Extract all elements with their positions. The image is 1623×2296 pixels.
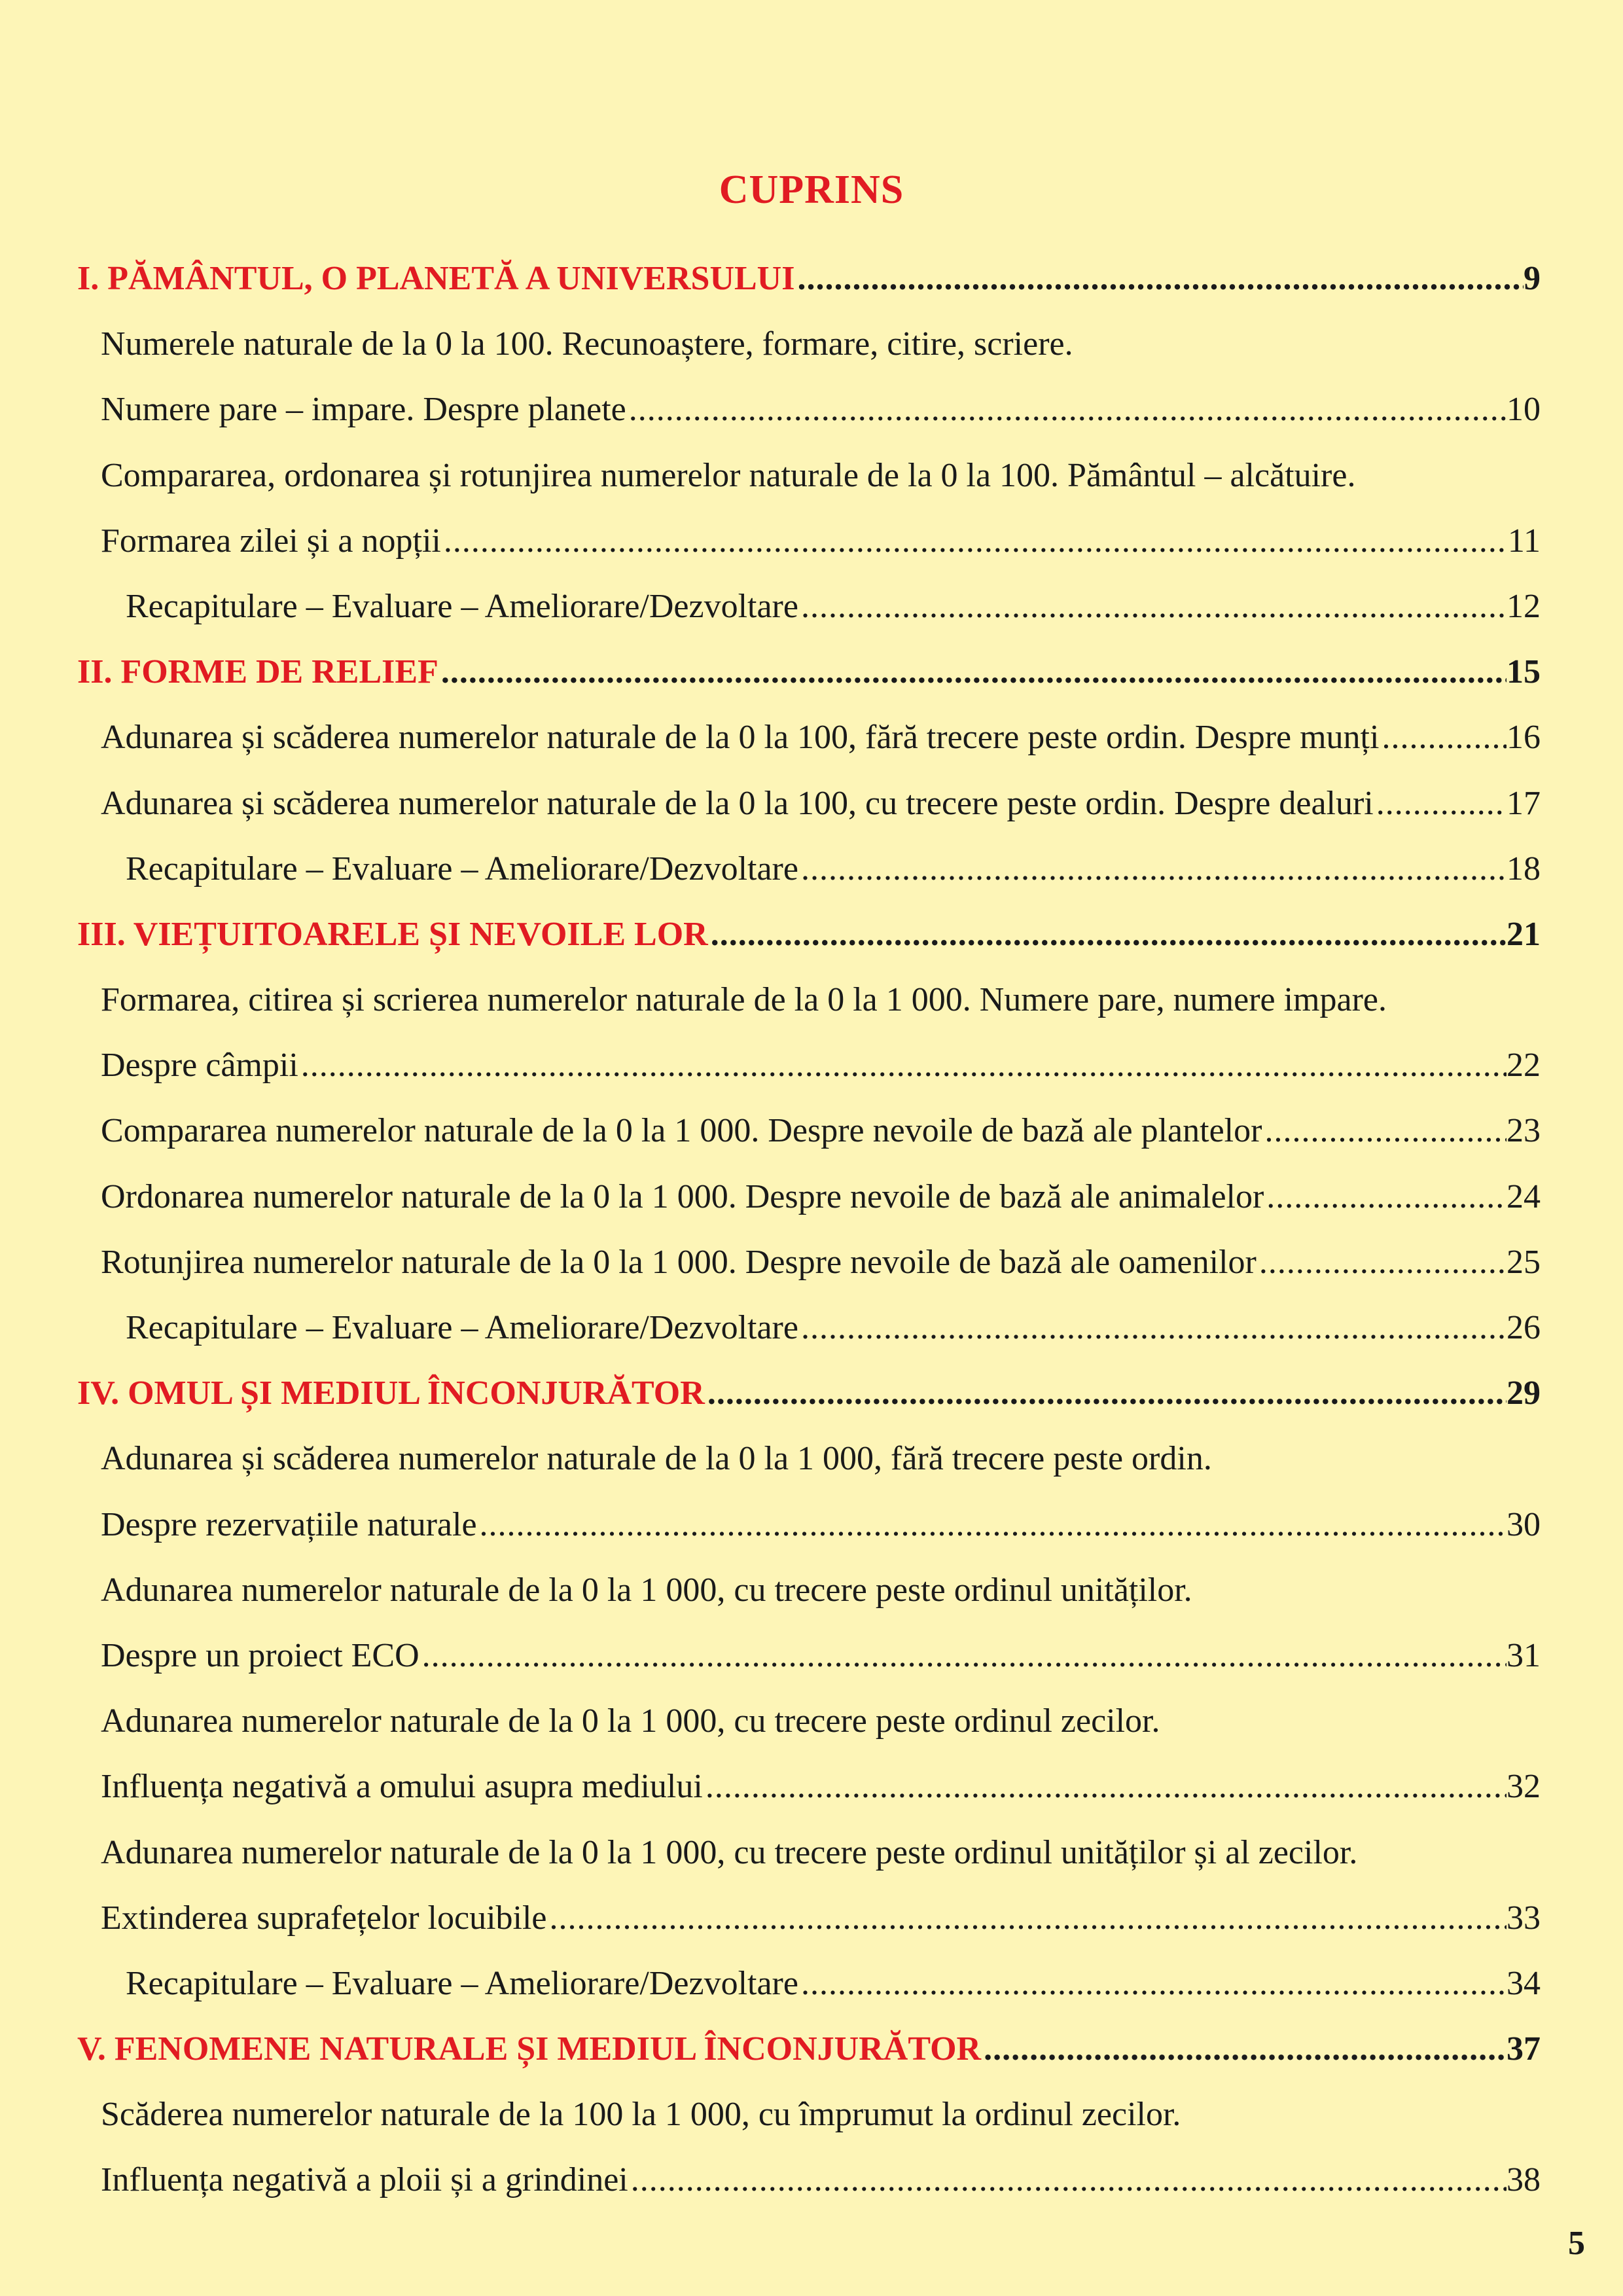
toc-page-number: 30: [1507, 1505, 1541, 1543]
toc-leader-dots: [798, 1306, 1507, 1350]
toc-entry-title: Rotunjirea numerelor naturale de la 0 la 1 000. Despre nevoile de bază ale oamenilor: [101, 1243, 1257, 1281]
toc-leader-dots: [298, 1043, 1507, 1088]
toc-entry-title: Adunarea numerelor naturale de la 0 la 1 000, cu trecere peste ordinul unităților și al zecilor.: [101, 1833, 1358, 1871]
toc-leader-dots: [705, 1371, 1507, 1416]
toc-page-number: 33: [1507, 1899, 1541, 1937]
toc-page-number: 11: [1507, 522, 1541, 560]
toc-page-number: 15: [1507, 653, 1541, 691]
toc-entry[interactable]: [77, 715, 1541, 781]
page-number: 5: [1568, 2225, 1585, 2262]
toc-entry-title: Despre un proiect ECO: [101, 1636, 419, 1674]
toc-entry-title: Influența negativă a omului asupra mediului: [101, 1768, 703, 1806]
toc-leader-dots: [438, 650, 1507, 694]
toc-chapter-3[interactable]: [77, 912, 1541, 978]
toc-entry-title: V. FENOMENE NATURALE ȘI MEDIUL ÎNCONJURĂTOR: [77, 2030, 982, 2068]
toc-leader-dots: [1379, 715, 1507, 760]
toc-leader-dots: [798, 847, 1507, 891]
toc-entry-title: Recapitulare – Evaluare – Ameliorare/Dezvoltare: [126, 850, 798, 888]
toc-entry[interactable]: [77, 781, 1541, 847]
toc-entry-title: Recapitulare – Evaluare – Ameliorare/Dezvoltare: [126, 1964, 798, 2002]
toc-leader-dots: [1264, 1175, 1507, 1219]
toc-entry[interactable]: [77, 1437, 1541, 1502]
toc-entry-title: Recapitulare – Evaluare – Ameliorare/Dezvoltare: [126, 1309, 798, 1346]
toc-recap-entry[interactable]: [77, 584, 1541, 650]
toc-leader-dots: [628, 2158, 1507, 2202]
toc-entry-title: Numerele naturale de la 0 la 100. Recunoaștere, formare, citire, scriere.: [101, 325, 1073, 363]
toc-entry-title: Adunarea și scăderea numerelor naturale de la 0 la 100, fără trecere peste ordin. Despre munți: [101, 719, 1380, 757]
toc-chapter-4[interactable]: [77, 1371, 1541, 1437]
toc-page-number: 31: [1507, 1636, 1541, 1674]
toc-entry-title: Scăderea numerelor naturale de la 100 la 1 000, cu împrumut la ordinul zecilor.: [101, 2096, 1181, 2134]
toc-entry-title: Influența negativă a ploii și a grindinei: [101, 2161, 628, 2199]
toc-entry[interactable]: [77, 322, 1541, 387]
toc-entry[interactable]: [77, 2092, 1541, 2158]
toc-entry[interactable]: [77, 1240, 1541, 1306]
toc-entry-title: I. PĂMÂNTUL, O PLANETĂ A UNIVERSULUI: [77, 260, 795, 297]
toc-page-number: 21: [1507, 915, 1541, 953]
toc-entry[interactable]: [77, 2158, 1541, 2223]
toc-entry-title: III. VIEȚUITOARELE ȘI NEVOILE LOR: [77, 915, 708, 953]
toc-entry-title: Despre câmpii: [101, 1047, 298, 1085]
toc-entry[interactable]: [77, 1109, 1541, 1174]
toc-page-number: 17: [1507, 784, 1541, 822]
toc-chapter-1[interactable]: [77, 257, 1541, 322]
toc-entry[interactable]: [77, 1896, 1541, 1962]
toc-entry-title: Formarea zilei și a nopții: [101, 522, 441, 560]
toc-page-number: 34: [1507, 1964, 1541, 2002]
toc-entry[interactable]: [77, 519, 1541, 584]
toc-entry-title: Adunarea numerelor naturale de la 0 la 1 000, cu trecere peste ordinul unităților.: [101, 1571, 1192, 1609]
toc-page-number: 16: [1507, 719, 1541, 757]
toc-entry-title: Compararea numerelor naturale de la 0 la 1 000. Despre nevoile de bază ale plantelor: [101, 1112, 1262, 1150]
toc-entry-title: Numere pare – impare. Despre planete: [101, 391, 626, 429]
toc-page-number: 18: [1507, 850, 1541, 888]
toc-leader-dots: [626, 387, 1507, 432]
toc-entry[interactable]: [77, 1699, 1541, 1765]
toc-leader-dots: [798, 1962, 1507, 2006]
toc-chapter-2[interactable]: [77, 650, 1541, 715]
toc-leader-dots: [477, 1503, 1507, 1547]
toc-entry[interactable]: [77, 1503, 1541, 1568]
toc-page-number: 22: [1507, 1047, 1541, 1085]
toc-entry[interactable]: [77, 978, 1541, 1043]
toc-chapter-5[interactable]: [77, 2027, 1541, 2092]
page-title: CUPRINS: [719, 168, 904, 212]
toc-entry[interactable]: [77, 1568, 1541, 1634]
toc-page-number: 24: [1507, 1177, 1541, 1215]
toc-leader-dots: [708, 912, 1507, 957]
toc-page-number: 25: [1507, 1243, 1541, 1281]
toc-page-number: 9: [1524, 260, 1541, 297]
toc-entry[interactable]: [77, 1043, 1541, 1109]
toc-entry-title: Ordonarea numerelor naturale de la 0 la 1 000. Despre nevoile de bază ale animalelor: [101, 1177, 1264, 1215]
toc-entry-title: Adunarea numerelor naturale de la 0 la 1 000, cu trecere peste ordinul zecilor.: [101, 1702, 1160, 1740]
toc-leader-dots: [419, 1634, 1507, 1678]
toc-leader-dots: [441, 519, 1508, 564]
toc-page-number: 37: [1507, 2030, 1541, 2068]
toc-leader-dots: [703, 1765, 1507, 1809]
toc-leader-dots: [1257, 1240, 1507, 1285]
toc-leader-dots: [794, 257, 1524, 301]
toc-entry-title: Formarea, citirea și scrierea numerelor naturale de la 0 la 1 000. Numere pare, numere impare.: [101, 981, 1387, 1019]
toc-entry-title: Recapitulare – Evaluare – Ameliorare/Dezvoltare: [126, 587, 798, 625]
toc-entry-title: Adunarea și scăderea numerelor naturale de la 0 la 1 000, fără trecere peste ordin.: [101, 1440, 1212, 1478]
toc-page-number: 26: [1507, 1309, 1541, 1346]
toc-page-number: 29: [1507, 1374, 1541, 1412]
toc-entry[interactable]: [77, 1634, 1541, 1699]
toc-entry[interactable]: [77, 1175, 1541, 1240]
toc-entry-title: Compararea, ordonarea și rotunjirea numerelor naturale de la 0 la 100. Pământul – alcătuire.: [101, 456, 1356, 494]
toc-entry-title: Extinderea suprafețelor locuibile: [101, 1899, 547, 1937]
toc-entry-title: IV. OMUL ȘI MEDIUL ÎNCONJURĂTOR: [77, 1374, 705, 1412]
toc-entry-title: II. FORME DE RELIEF: [77, 653, 438, 691]
toc-entry[interactable]: [77, 1765, 1541, 1830]
toc-entry-title: Despre rezervațiile naturale: [101, 1505, 477, 1543]
toc-leader-dots: [546, 1896, 1507, 1941]
toc-entry-title: Adunarea și scăderea numerelor naturale de la 0 la 100, cu trecere peste ordin. Despre dealuri: [101, 784, 1374, 822]
toc-page-number: 23: [1507, 1112, 1541, 1150]
toc-leader-dots: [981, 2027, 1507, 2072]
toc-recap-entry[interactable]: [77, 1306, 1541, 1371]
toc-entry[interactable]: [77, 387, 1541, 453]
toc-leader-dots: [1262, 1109, 1507, 1153]
toc-entry[interactable]: [77, 1831, 1541, 1896]
table-of-contents: [77, 257, 1541, 2224]
toc-recap-entry[interactable]: [77, 1962, 1541, 2027]
toc-leader-dots: [1374, 781, 1507, 826]
toc-page-number: 12: [1507, 587, 1541, 625]
toc-entry[interactable]: [77, 454, 1541, 519]
toc-page-number: 32: [1507, 1768, 1541, 1806]
toc-page-number: 10: [1507, 391, 1541, 429]
toc-page-number: 38: [1507, 2161, 1541, 2199]
toc-leader-dots: [798, 584, 1507, 629]
toc-recap-entry[interactable]: [77, 847, 1541, 912]
